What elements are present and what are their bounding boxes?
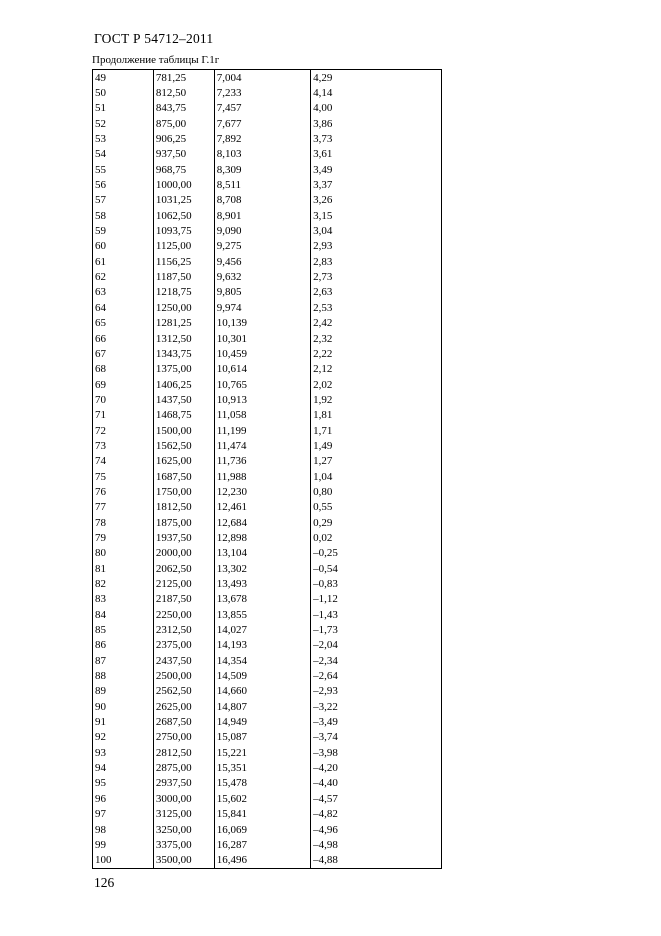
value-cell: 7,233 [214, 85, 310, 100]
table-row [93, 208, 442, 223]
value-cell: 11,474 [214, 438, 310, 453]
index-cell: 62 [93, 269, 154, 284]
frequency-cell: 2062,50 [153, 561, 214, 576]
table-row [93, 484, 442, 499]
value-cell: 10,614 [214, 362, 310, 377]
table-row [93, 530, 442, 545]
frequency-cell: 1218,75 [153, 285, 214, 300]
correction-cell: 2,73 [311, 269, 442, 284]
index-cell: 58 [93, 208, 154, 223]
table-row [93, 377, 442, 392]
table-row [93, 653, 442, 668]
index-cell: 98 [93, 822, 154, 837]
index-cell: 80 [93, 546, 154, 561]
correction-cell: 2,02 [311, 377, 442, 392]
value-cell: 10,913 [214, 392, 310, 407]
index-cell: 100 [93, 853, 154, 869]
value-cell: 9,805 [214, 285, 310, 300]
frequency-cell: 2562,50 [153, 684, 214, 699]
frequency-cell: 1687,50 [153, 469, 214, 484]
table-row [93, 454, 442, 469]
correction-cell: 3,15 [311, 208, 442, 223]
index-cell: 88 [93, 668, 154, 683]
correction-cell: 1,27 [311, 454, 442, 469]
frequency-cell: 2750,00 [153, 730, 214, 745]
value-cell: 14,807 [214, 699, 310, 714]
frequency-cell: 1250,00 [153, 300, 214, 315]
table-row [93, 438, 442, 453]
page-number: 126 [94, 875, 115, 890]
correction-cell: –4,57 [311, 791, 442, 806]
index-cell: 69 [93, 377, 154, 392]
correction-cell: 2,22 [311, 346, 442, 361]
correction-cell: –4,20 [311, 760, 442, 775]
correction-cell: –4,82 [311, 807, 442, 822]
value-cell: 15,221 [214, 745, 310, 760]
frequency-cell: 1000,00 [153, 177, 214, 192]
value-cell: 16,496 [214, 853, 310, 869]
frequency-cell: 1562,50 [153, 438, 214, 453]
frequency-cell: 812,50 [153, 85, 214, 100]
index-cell: 67 [93, 346, 154, 361]
table-row [93, 177, 442, 192]
value-cell: 7,004 [214, 70, 310, 86]
correction-cell: –3,49 [311, 714, 442, 729]
frequency-cell: 1281,25 [153, 316, 214, 331]
table-row [93, 592, 442, 607]
correction-cell: –4,40 [311, 776, 442, 791]
table-body [93, 70, 442, 869]
frequency-cell: 1406,25 [153, 377, 214, 392]
document-header: ГОСТ Р 54712–2011 [94, 31, 214, 46]
table-row [93, 668, 442, 683]
correction-cell: –0,54 [311, 561, 442, 576]
value-cell: 10,301 [214, 331, 310, 346]
frequency-cell: 1125,00 [153, 239, 214, 254]
frequency-cell: 1468,75 [153, 408, 214, 423]
table-row [93, 269, 442, 284]
table-row [93, 622, 442, 637]
correction-cell: 2,53 [311, 300, 442, 315]
value-cell: 8,103 [214, 147, 310, 162]
index-cell: 61 [93, 254, 154, 269]
table-row [93, 760, 442, 775]
table-row [93, 576, 442, 591]
correction-cell: –2,64 [311, 668, 442, 683]
index-cell: 81 [93, 561, 154, 576]
correction-cell: –3,22 [311, 699, 442, 714]
index-cell: 77 [93, 500, 154, 515]
correction-cell: 1,49 [311, 438, 442, 453]
frequency-cell: 1093,75 [153, 223, 214, 238]
table-row [93, 515, 442, 530]
value-cell: 14,949 [214, 714, 310, 729]
index-cell: 94 [93, 760, 154, 775]
frequency-cell: 1437,50 [153, 392, 214, 407]
correction-cell: 1,71 [311, 423, 442, 438]
frequency-cell: 2125,00 [153, 576, 214, 591]
index-cell: 91 [93, 714, 154, 729]
correction-cell: 0,02 [311, 530, 442, 545]
frequency-cell: 1343,75 [153, 346, 214, 361]
correction-cell: 3,61 [311, 147, 442, 162]
correction-cell: –4,96 [311, 822, 442, 837]
table-row [93, 745, 442, 760]
table-row [93, 837, 442, 852]
value-cell: 11,058 [214, 408, 310, 423]
value-cell: 13,104 [214, 546, 310, 561]
value-cell: 13,302 [214, 561, 310, 576]
index-cell: 55 [93, 162, 154, 177]
table-row [93, 822, 442, 837]
correction-cell: 0,80 [311, 484, 442, 499]
frequency-cell: 2812,50 [153, 745, 214, 760]
index-cell: 79 [93, 530, 154, 545]
value-cell: 9,974 [214, 300, 310, 315]
value-cell: 7,892 [214, 131, 310, 146]
index-cell: 68 [93, 362, 154, 377]
correction-cell: 3,04 [311, 223, 442, 238]
index-cell: 76 [93, 484, 154, 499]
table-row [93, 254, 442, 269]
index-cell: 57 [93, 193, 154, 208]
table-row [93, 392, 442, 407]
frequency-cell: 2625,00 [153, 699, 214, 714]
value-cell: 10,139 [214, 316, 310, 331]
frequency-cell: 2687,50 [153, 714, 214, 729]
value-cell: 12,684 [214, 515, 310, 530]
index-cell: 64 [93, 300, 154, 315]
frequency-cell: 1625,00 [153, 454, 214, 469]
value-cell: 11,988 [214, 469, 310, 484]
index-cell: 63 [93, 285, 154, 300]
value-cell: 9,275 [214, 239, 310, 254]
table-row [93, 699, 442, 714]
frequency-cell: 2937,50 [153, 776, 214, 791]
frequency-cell: 2187,50 [153, 592, 214, 607]
frequency-cell: 3000,00 [153, 791, 214, 806]
index-cell: 84 [93, 607, 154, 622]
correction-cell: –1,12 [311, 592, 442, 607]
correction-cell: –0,25 [311, 546, 442, 561]
correction-cell: –3,74 [311, 730, 442, 745]
frequency-cell: 2250,00 [153, 607, 214, 622]
table-row [93, 423, 442, 438]
frequency-cell: 968,75 [153, 162, 214, 177]
correction-cell: –0,83 [311, 576, 442, 591]
table-row [93, 223, 442, 238]
correction-cell: 2,42 [311, 316, 442, 331]
frequency-cell: 3375,00 [153, 837, 214, 852]
value-cell: 12,461 [214, 500, 310, 515]
frequency-cell: 2875,00 [153, 760, 214, 775]
correction-cell: –4,88 [311, 853, 442, 869]
value-cell: 15,478 [214, 776, 310, 791]
index-cell: 53 [93, 131, 154, 146]
correction-cell: 3,73 [311, 131, 442, 146]
correction-cell: –2,34 [311, 653, 442, 668]
correction-cell: 1,92 [311, 392, 442, 407]
index-cell: 72 [93, 423, 154, 438]
index-cell: 86 [93, 638, 154, 653]
frequency-cell: 1750,00 [153, 484, 214, 499]
correction-cell: –4,98 [311, 837, 442, 852]
index-cell: 60 [93, 239, 154, 254]
index-cell: 54 [93, 147, 154, 162]
table-row [93, 131, 442, 146]
correction-cell: –2,04 [311, 638, 442, 653]
frequency-cell: 1062,50 [153, 208, 214, 223]
correction-cell: 3,86 [311, 116, 442, 131]
value-cell: 7,457 [214, 101, 310, 116]
index-cell: 97 [93, 807, 154, 822]
index-cell: 83 [93, 592, 154, 607]
table-row [93, 561, 442, 576]
value-cell: 8,511 [214, 177, 310, 192]
index-cell: 93 [93, 745, 154, 760]
index-cell: 87 [93, 653, 154, 668]
frequency-cell: 2375,00 [153, 638, 214, 653]
frequency-cell: 1187,50 [153, 269, 214, 284]
index-cell: 82 [93, 576, 154, 591]
index-cell: 65 [93, 316, 154, 331]
index-cell: 56 [93, 177, 154, 192]
table-row [93, 147, 442, 162]
frequency-cell: 1312,50 [153, 331, 214, 346]
table-row [93, 807, 442, 822]
value-cell: 11,199 [214, 423, 310, 438]
value-cell: 15,841 [214, 807, 310, 822]
correction-cell: 4,14 [311, 85, 442, 100]
index-cell: 73 [93, 438, 154, 453]
index-cell: 90 [93, 699, 154, 714]
index-cell: 75 [93, 469, 154, 484]
frequency-cell: 2437,50 [153, 653, 214, 668]
value-cell: 13,678 [214, 592, 310, 607]
table-row [93, 730, 442, 745]
index-cell: 50 [93, 85, 154, 100]
index-cell: 71 [93, 408, 154, 423]
index-cell: 49 [93, 70, 154, 86]
table-row [93, 70, 442, 86]
value-cell: 14,027 [214, 622, 310, 637]
correction-cell: 3,26 [311, 193, 442, 208]
table-caption: Продолжение таблицы Г.1г [92, 54, 220, 66]
frequency-cell: 3500,00 [153, 853, 214, 869]
value-cell: 8,708 [214, 193, 310, 208]
frequency-cell: 937,50 [153, 147, 214, 162]
value-cell: 12,898 [214, 530, 310, 545]
index-cell: 96 [93, 791, 154, 806]
value-cell: 9,632 [214, 269, 310, 284]
value-cell: 9,090 [214, 223, 310, 238]
correction-cell: 2,93 [311, 239, 442, 254]
table-row [93, 331, 442, 346]
table-row [93, 776, 442, 791]
correction-cell: –1,73 [311, 622, 442, 637]
table-row [93, 162, 442, 177]
value-cell: 8,309 [214, 162, 310, 177]
value-cell: 13,493 [214, 576, 310, 591]
value-cell: 16,069 [214, 822, 310, 837]
frequency-cell: 843,75 [153, 101, 214, 116]
index-cell: 51 [93, 101, 154, 116]
correction-cell: –2,93 [311, 684, 442, 699]
table-row [93, 362, 442, 377]
correction-cell: 0,55 [311, 500, 442, 515]
frequency-cell: 781,25 [153, 70, 214, 86]
correction-cell: 3,37 [311, 177, 442, 192]
table-row [93, 638, 442, 653]
index-cell: 92 [93, 730, 154, 745]
value-cell: 8,901 [214, 208, 310, 223]
frequency-cell: 906,25 [153, 131, 214, 146]
correction-cell: 1,04 [311, 469, 442, 484]
value-cell: 14,509 [214, 668, 310, 683]
table-row [93, 408, 442, 423]
index-cell: 66 [93, 331, 154, 346]
table-row [93, 607, 442, 622]
correction-cell: 0,29 [311, 515, 442, 530]
table-row [93, 853, 442, 869]
correction-cell: 2,12 [311, 362, 442, 377]
correction-cell: 3,49 [311, 162, 442, 177]
value-cell: 16,287 [214, 837, 310, 852]
frequency-cell: 1937,50 [153, 530, 214, 545]
value-cell: 14,660 [214, 684, 310, 699]
index-cell: 89 [93, 684, 154, 699]
index-cell: 95 [93, 776, 154, 791]
correction-cell: 2,83 [311, 254, 442, 269]
correction-cell: 2,63 [311, 285, 442, 300]
index-cell: 99 [93, 837, 154, 852]
value-cell: 13,855 [214, 607, 310, 622]
value-cell: 14,193 [214, 638, 310, 653]
value-cell: 14,354 [214, 653, 310, 668]
value-cell: 15,351 [214, 760, 310, 775]
table-row [93, 684, 442, 699]
table-row [93, 85, 442, 100]
frequency-cell: 1375,00 [153, 362, 214, 377]
frequency-cell: 1156,25 [153, 254, 214, 269]
index-cell: 74 [93, 454, 154, 469]
table-row [93, 285, 442, 300]
frequency-cell: 2312,50 [153, 622, 214, 637]
table-row [93, 500, 442, 515]
table-row [93, 239, 442, 254]
table-row [93, 116, 442, 131]
correction-cell: 1,81 [311, 408, 442, 423]
value-cell: 12,230 [214, 484, 310, 499]
value-cell: 10,459 [214, 346, 310, 361]
correction-cell: 4,29 [311, 70, 442, 86]
correction-cell: –1,43 [311, 607, 442, 622]
data-table [92, 69, 442, 869]
frequency-cell: 875,00 [153, 116, 214, 131]
table-row [93, 546, 442, 561]
correction-cell: –3,98 [311, 745, 442, 760]
index-cell: 85 [93, 622, 154, 637]
table-row [93, 316, 442, 331]
frequency-cell: 3125,00 [153, 807, 214, 822]
correction-cell: 2,32 [311, 331, 442, 346]
frequency-cell: 2500,00 [153, 668, 214, 683]
value-cell: 15,602 [214, 791, 310, 806]
frequency-cell: 3250,00 [153, 822, 214, 837]
table-row [93, 300, 442, 315]
table-row [93, 346, 442, 361]
value-cell: 9,456 [214, 254, 310, 269]
frequency-cell: 1875,00 [153, 515, 214, 530]
table-row [93, 791, 442, 806]
frequency-cell: 1031,25 [153, 193, 214, 208]
value-cell: 11,736 [214, 454, 310, 469]
value-cell: 15,087 [214, 730, 310, 745]
value-cell: 7,677 [214, 116, 310, 131]
frequency-cell: 1500,00 [153, 423, 214, 438]
table-row [93, 469, 442, 484]
frequency-cell: 1812,50 [153, 500, 214, 515]
frequency-cell: 2000,00 [153, 546, 214, 561]
index-cell: 70 [93, 392, 154, 407]
index-cell: 78 [93, 515, 154, 530]
value-cell: 10,765 [214, 377, 310, 392]
index-cell: 59 [93, 223, 154, 238]
correction-cell: 4,00 [311, 101, 442, 116]
table-row [93, 193, 442, 208]
index-cell: 52 [93, 116, 154, 131]
table-row [93, 101, 442, 116]
table-row [93, 714, 442, 729]
